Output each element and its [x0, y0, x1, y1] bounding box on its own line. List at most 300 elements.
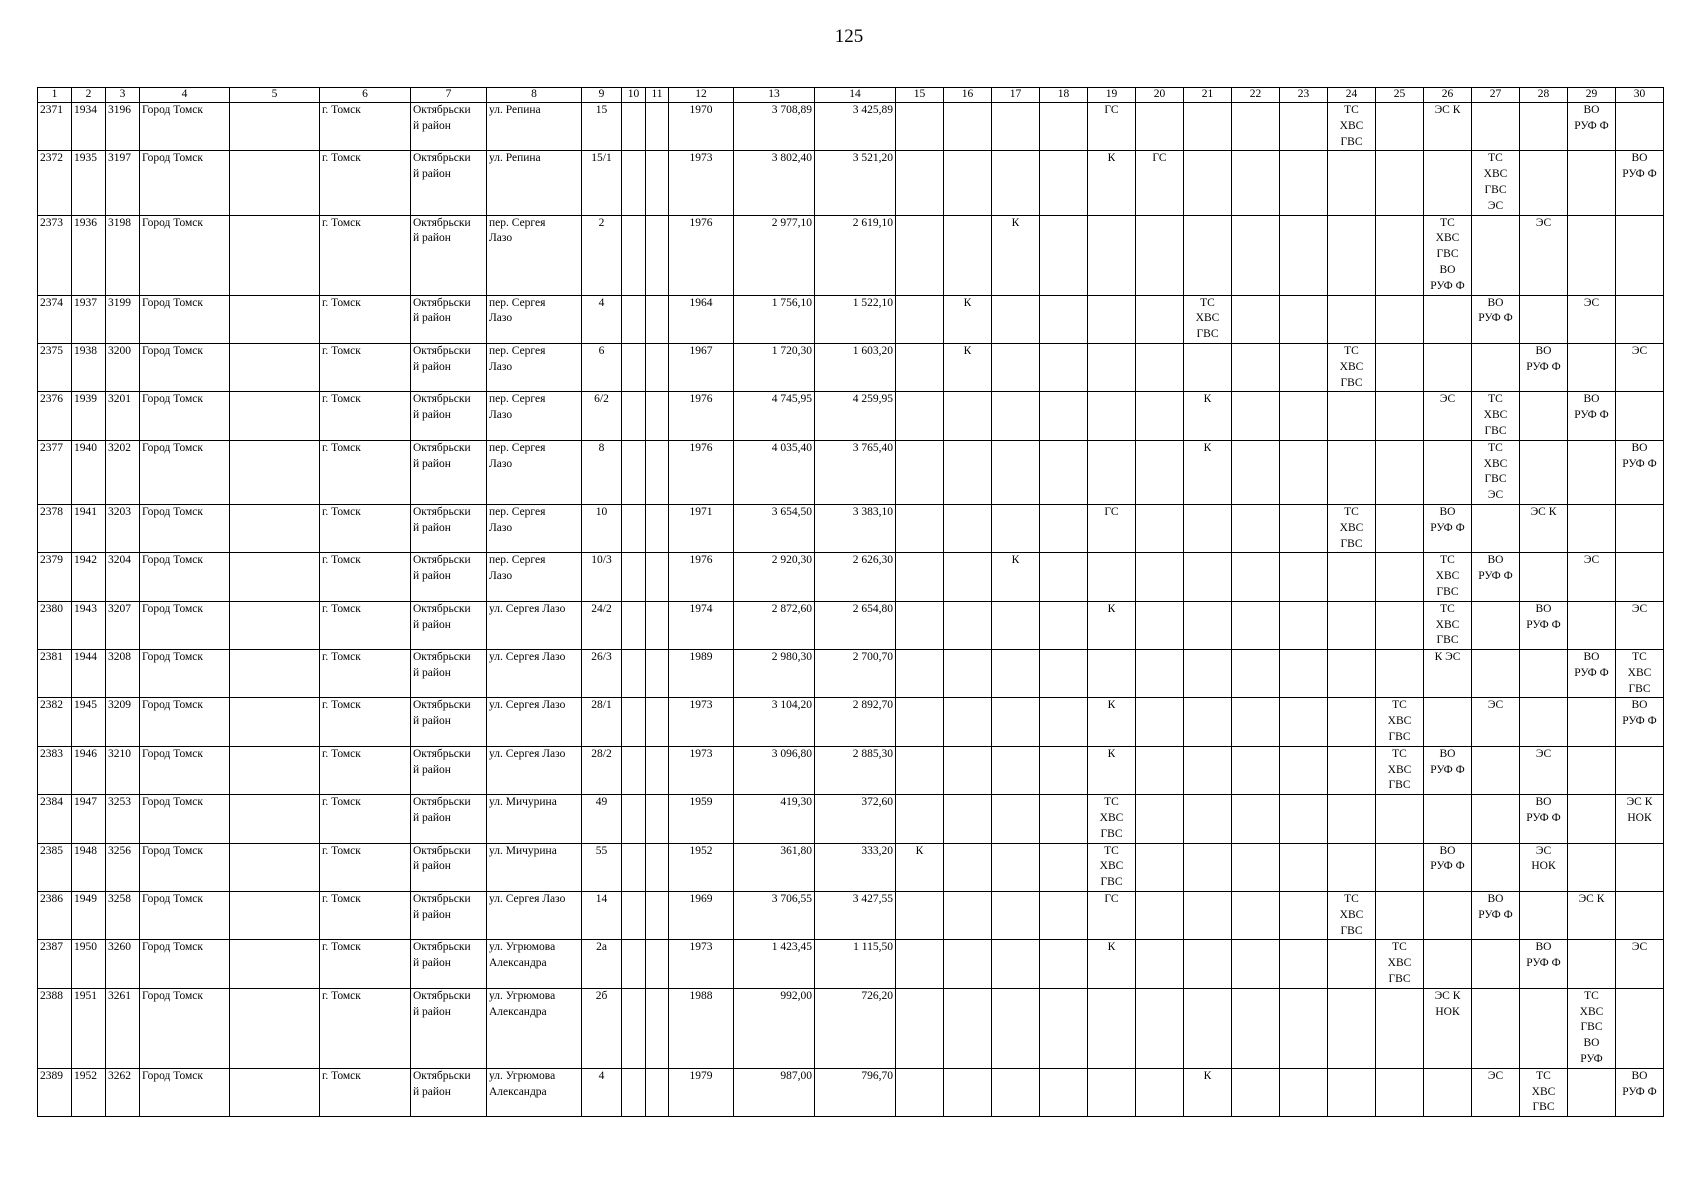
- cell-col-25: [1376, 392, 1424, 440]
- cell-col-3: [106, 988, 140, 1068]
- cell-col-18: [1040, 892, 1088, 940]
- cell-text: 2382: [40, 699, 63, 712]
- cell-col-29: [1568, 988, 1616, 1068]
- cell-text: 2379: [40, 554, 63, 567]
- cell-col-5: [230, 601, 320, 649]
- cell-text: ТС ХВС ГВС: [1195, 296, 1220, 341]
- cell-text: 28/2: [591, 747, 612, 760]
- cell-text: Город Томск: [142, 296, 203, 309]
- cell-text: ТС ХВС ГВС: [1627, 651, 1652, 695]
- cell-col-9: [582, 151, 622, 215]
- cell-col-1: [38, 988, 72, 1068]
- cell-col-17: [992, 698, 1040, 746]
- cell-text: ВО РУФ Ф: [1574, 104, 1609, 132]
- cell-col-7: [411, 440, 487, 504]
- cell-text: 2 980,30: [771, 651, 812, 664]
- cell-col-27: [1472, 746, 1520, 794]
- cell-col-24: [1328, 795, 1376, 843]
- cell-text: 3256: [108, 844, 131, 857]
- cell-text: 1969: [689, 893, 713, 906]
- cell-col-22: [1232, 843, 1280, 891]
- cell-col-27: [1472, 988, 1520, 1068]
- cell-col-27: [1472, 601, 1520, 649]
- cell-text: ТС ХВС ГВС: [1387, 941, 1412, 986]
- cell-text: К: [1203, 393, 1212, 406]
- cell-text: ТС ХВС ГВС: [1339, 104, 1364, 148]
- cell-text: 1 603,20: [852, 344, 893, 357]
- cell-col-22: [1232, 650, 1280, 698]
- cell-col-15: [896, 795, 944, 843]
- cell-col-30: [1616, 295, 1664, 343]
- cell-text: 3196: [108, 104, 131, 116]
- cell-col-15: [896, 601, 944, 649]
- cell-text: г. Томск: [322, 989, 361, 1002]
- cell-text: 419,30: [780, 796, 812, 809]
- cell-col-25: [1376, 795, 1424, 843]
- cell-text: 10/3: [591, 554, 612, 567]
- cell-col-13: [734, 843, 815, 891]
- cell-col-13: [734, 103, 815, 151]
- cell-col-26: [1424, 892, 1472, 940]
- table-row: [38, 1068, 1664, 1116]
- cell-col-23: [1280, 343, 1328, 391]
- cell-col-16: [944, 343, 992, 391]
- cell-col-12: [669, 392, 734, 440]
- cell-col-16: [944, 440, 992, 504]
- cell-text: 15: [595, 104, 608, 116]
- table-row: [38, 392, 1664, 440]
- column-header-21: 21: [1184, 88, 1232, 103]
- cell-col-26: [1424, 1068, 1472, 1116]
- cell-col-14: [815, 151, 896, 215]
- cell-col-27: [1472, 295, 1520, 343]
- cell-col-29: [1568, 392, 1616, 440]
- cell-col-18: [1040, 215, 1088, 295]
- cell-col-21: [1184, 103, 1232, 151]
- cell-text: К: [1107, 747, 1116, 760]
- cell-text: пер. Сергея Лазо: [489, 505, 546, 534]
- cell-text: Октябрьски й район: [413, 893, 471, 921]
- cell-col-9: [582, 392, 622, 440]
- cell-text: Город Томск: [142, 344, 203, 357]
- cell-col-11: [646, 698, 669, 746]
- cell-text: К: [915, 844, 924, 857]
- cell-col-12: [669, 843, 734, 891]
- cell-text: 1967: [689, 344, 713, 357]
- cell-col-28: [1520, 504, 1568, 552]
- cell-col-17: [992, 892, 1040, 940]
- cell-text: ЭС: [1631, 941, 1648, 954]
- cell-col-26: [1424, 988, 1472, 1068]
- cell-col-10: [622, 103, 646, 151]
- cell-text: ул. Мичурина: [489, 844, 557, 857]
- cell-col-23: [1280, 103, 1328, 151]
- cell-text: 2а: [596, 941, 607, 954]
- cell-col-27: [1472, 843, 1520, 891]
- cell-text: 1943: [74, 602, 97, 615]
- cell-col-20: [1136, 392, 1184, 440]
- cell-text: Город Томск: [142, 1069, 203, 1082]
- cell-col-25: [1376, 892, 1424, 940]
- cell-col-20: [1136, 1068, 1184, 1116]
- cell-text: 372,60: [861, 796, 893, 809]
- cell-col-19: [1088, 650, 1136, 698]
- cell-text: 3 096,80: [771, 747, 812, 760]
- cell-col-28: [1520, 215, 1568, 295]
- cell-text: 4 745,95: [771, 393, 812, 406]
- cell-col-10: [622, 892, 646, 940]
- cell-col-3: [106, 392, 140, 440]
- cell-text: Город Томск: [142, 104, 203, 116]
- column-header-19: 19: [1088, 88, 1136, 103]
- cell-text: 4 259,95: [852, 393, 893, 406]
- table-row: [38, 440, 1664, 504]
- cell-col-20: [1136, 553, 1184, 601]
- cell-text: 2380: [40, 602, 63, 615]
- cell-col-5: [230, 103, 320, 151]
- column-header-25: 25: [1376, 88, 1424, 103]
- cell-text: ГС: [1104, 505, 1119, 518]
- cell-col-10: [622, 295, 646, 343]
- cell-col-29: [1568, 698, 1616, 746]
- cell-text: 2 626,30: [852, 554, 893, 567]
- cell-text: 2: [598, 216, 605, 229]
- cell-col-30: [1616, 440, 1664, 504]
- cell-text: ул. Сергея Лазо: [489, 602, 566, 615]
- cell-text: К: [1107, 941, 1116, 954]
- cell-col-17: [992, 392, 1040, 440]
- cell-text: ВО РУФ Ф: [1430, 505, 1465, 534]
- cell-col-25: [1376, 103, 1424, 151]
- cell-col-4: [140, 746, 230, 794]
- cell-text: Октябрьски й район: [413, 104, 471, 132]
- cell-col-23: [1280, 392, 1328, 440]
- cell-col-13: [734, 553, 815, 601]
- cell-col-5: [230, 151, 320, 215]
- cell-col-14: [815, 795, 896, 843]
- cell-col-17: [992, 988, 1040, 1068]
- table-row: [38, 988, 1664, 1068]
- cell-text: 1940: [74, 441, 97, 454]
- cell-text: 4: [598, 296, 605, 309]
- cell-col-12: [669, 892, 734, 940]
- cell-col-30: [1616, 601, 1664, 649]
- cell-text: 2 700,70: [852, 651, 893, 664]
- cell-col-4: [140, 940, 230, 988]
- cell-col-13: [734, 601, 815, 649]
- column-header-8: 8: [487, 88, 582, 103]
- cell-text: ЭС К: [1530, 505, 1557, 518]
- cell-col-14: [815, 698, 896, 746]
- cell-col-4: [140, 343, 230, 391]
- cell-text: Октябрьски й район: [413, 941, 471, 970]
- cell-col-3: [106, 892, 140, 940]
- cell-col-28: [1520, 343, 1568, 391]
- cell-col-7: [411, 151, 487, 215]
- cell-text: Город Томск: [142, 152, 203, 165]
- cell-col-1: [38, 343, 72, 391]
- cell-col-11: [646, 504, 669, 552]
- cell-col-1: [38, 440, 72, 504]
- cell-col-24: [1328, 343, 1376, 391]
- cell-text: 3260: [108, 941, 131, 954]
- cell-col-10: [622, 940, 646, 988]
- cell-col-9: [582, 892, 622, 940]
- cell-col-4: [140, 843, 230, 891]
- cell-col-11: [646, 553, 669, 601]
- cell-col-16: [944, 553, 992, 601]
- cell-col-1: [38, 843, 72, 891]
- cell-col-6: [320, 504, 411, 552]
- cell-col-7: [411, 553, 487, 601]
- cell-text: 15/1: [591, 152, 612, 165]
- cell-col-22: [1232, 215, 1280, 295]
- cell-col-19: [1088, 892, 1136, 940]
- cell-col-10: [622, 601, 646, 649]
- cell-col-16: [944, 988, 992, 1068]
- cell-text: 2381: [40, 651, 63, 664]
- cell-col-28: [1520, 392, 1568, 440]
- cell-col-4: [140, 698, 230, 746]
- cell-col-21: [1184, 843, 1232, 891]
- cell-col-8: [487, 892, 582, 940]
- cell-text: ВО РУФ Ф: [1478, 554, 1513, 583]
- cell-col-27: [1472, 650, 1520, 698]
- cell-text: 2387: [40, 941, 63, 954]
- cell-col-5: [230, 440, 320, 504]
- cell-text: Октябрьски й район: [413, 441, 471, 470]
- cell-col-16: [944, 215, 992, 295]
- cell-col-22: [1232, 343, 1280, 391]
- cell-text: 1973: [689, 152, 713, 165]
- cell-col-30: [1616, 892, 1664, 940]
- cell-col-7: [411, 215, 487, 295]
- cell-text: К: [1203, 441, 1212, 454]
- cell-col-29: [1568, 440, 1616, 504]
- cell-col-24: [1328, 843, 1376, 891]
- cell-col-24: [1328, 151, 1376, 215]
- cell-col-24: [1328, 504, 1376, 552]
- cell-col-22: [1232, 392, 1280, 440]
- cell-col-12: [669, 650, 734, 698]
- cell-col-22: [1232, 1068, 1280, 1116]
- cell-col-4: [140, 295, 230, 343]
- cell-text: 1976: [689, 441, 713, 454]
- cell-text: 2377: [40, 441, 63, 454]
- cell-col-28: [1520, 601, 1568, 649]
- cell-col-21: [1184, 392, 1232, 440]
- cell-col-6: [320, 553, 411, 601]
- cell-text: ВО РУФ Ф: [1430, 747, 1465, 776]
- cell-text: Октябрьски й район: [413, 602, 471, 631]
- cell-col-19: [1088, 295, 1136, 343]
- cell-col-14: [815, 343, 896, 391]
- cell-text: 2376: [40, 393, 63, 406]
- cell-col-15: [896, 343, 944, 391]
- cell-col-26: [1424, 151, 1472, 215]
- cell-text: ТС ХВС ГВС ЭС: [1483, 441, 1508, 502]
- cell-text: Город Томск: [142, 216, 203, 229]
- cell-col-18: [1040, 343, 1088, 391]
- cell-col-24: [1328, 553, 1376, 601]
- cell-text: ЭС: [1583, 296, 1600, 309]
- cell-col-4: [140, 892, 230, 940]
- cell-col-8: [487, 795, 582, 843]
- cell-text: 3 765,40: [852, 441, 893, 454]
- cell-col-26: [1424, 553, 1472, 601]
- cell-col-19: [1088, 746, 1136, 794]
- cell-col-4: [140, 650, 230, 698]
- cell-text: ЭС: [1535, 747, 1552, 760]
- cell-col-21: [1184, 650, 1232, 698]
- cell-col-11: [646, 795, 669, 843]
- cell-text: 2 885,30: [852, 747, 893, 760]
- header-row: [38, 88, 1664, 103]
- cell-col-8: [487, 988, 582, 1068]
- cell-col-16: [944, 103, 992, 151]
- cell-text: г. Томск: [322, 796, 361, 809]
- cell-text: 361,80: [780, 844, 812, 857]
- cell-text: пер. Сергея Лазо: [489, 554, 546, 583]
- cell-col-21: [1184, 988, 1232, 1068]
- cell-col-4: [140, 553, 230, 601]
- table-row: [38, 601, 1664, 649]
- cell-text: 726,20: [861, 989, 893, 1002]
- cell-col-15: [896, 392, 944, 440]
- cell-text: 3253: [108, 796, 131, 809]
- cell-col-3: [106, 650, 140, 698]
- cell-col-20: [1136, 843, 1184, 891]
- cell-col-11: [646, 601, 669, 649]
- cell-text: 1937: [74, 296, 97, 309]
- cell-col-16: [944, 650, 992, 698]
- cell-col-28: [1520, 295, 1568, 343]
- cell-col-21: [1184, 746, 1232, 794]
- cell-col-4: [140, 151, 230, 215]
- cell-col-20: [1136, 601, 1184, 649]
- cell-col-7: [411, 601, 487, 649]
- cell-col-8: [487, 295, 582, 343]
- cell-col-12: [669, 295, 734, 343]
- column-header-28: 28: [1520, 88, 1568, 103]
- cell-col-23: [1280, 698, 1328, 746]
- cell-col-1: [38, 746, 72, 794]
- cell-text: 1949: [74, 893, 97, 906]
- cell-text: ул. Угрюмова Александра: [489, 1069, 556, 1098]
- cell-col-13: [734, 940, 815, 988]
- cell-col-23: [1280, 650, 1328, 698]
- cell-col-8: [487, 215, 582, 295]
- cell-col-13: [734, 295, 815, 343]
- cell-col-30: [1616, 504, 1664, 552]
- cell-text: 2374: [40, 296, 63, 309]
- cell-col-1: [38, 103, 72, 151]
- cell-col-4: [140, 215, 230, 295]
- cell-col-10: [622, 795, 646, 843]
- cell-col-30: [1616, 1068, 1664, 1116]
- cell-text: Октябрьски й район: [413, 505, 471, 534]
- cell-text: ВО РУФ Ф: [1526, 344, 1561, 373]
- cell-text: 2386: [40, 893, 63, 906]
- cell-col-19: [1088, 940, 1136, 988]
- cell-col-26: [1424, 795, 1472, 843]
- cell-col-11: [646, 746, 669, 794]
- cell-text: 1976: [689, 216, 713, 229]
- cell-text: 1988: [689, 989, 713, 1002]
- cell-text: Октябрьски й район: [413, 651, 471, 679]
- cell-col-12: [669, 103, 734, 151]
- cell-text: Город Томск: [142, 989, 203, 1002]
- column-header-3: 3: [106, 88, 140, 103]
- cell-col-12: [669, 746, 734, 794]
- cell-col-3: [106, 1068, 140, 1116]
- cell-col-9: [582, 795, 622, 843]
- cell-col-14: [815, 103, 896, 151]
- cell-text: ЭС: [1631, 602, 1648, 615]
- cell-text: 2372: [40, 152, 63, 165]
- cell-text: 4 035,40: [771, 441, 812, 454]
- cell-text: г. Томск: [322, 651, 361, 664]
- cell-col-19: [1088, 988, 1136, 1068]
- cell-col-4: [140, 103, 230, 151]
- cell-col-9: [582, 601, 622, 649]
- cell-text: 333,20: [861, 844, 893, 857]
- cell-text: ТС ХВС ГВС: [1531, 1069, 1556, 1114]
- cell-col-6: [320, 103, 411, 151]
- cell-col-4: [140, 440, 230, 504]
- cell-col-22: [1232, 504, 1280, 552]
- cell-col-8: [487, 343, 582, 391]
- cell-text: Октябрьски й район: [413, 699, 471, 728]
- cell-col-16: [944, 746, 992, 794]
- cell-col-30: [1616, 343, 1664, 391]
- cell-col-13: [734, 504, 815, 552]
- cell-text: 2378: [40, 505, 63, 518]
- cell-col-13: [734, 215, 815, 295]
- cell-col-8: [487, 843, 582, 891]
- table-row: [38, 504, 1664, 552]
- cell-col-11: [646, 151, 669, 215]
- cell-col-15: [896, 151, 944, 215]
- cell-col-6: [320, 295, 411, 343]
- cell-col-1: [38, 215, 72, 295]
- cell-col-15: [896, 650, 944, 698]
- cell-col-30: [1616, 151, 1664, 215]
- cell-col-29: [1568, 504, 1616, 552]
- cell-col-12: [669, 601, 734, 649]
- cell-col-20: [1136, 795, 1184, 843]
- cell-text: ГС: [1104, 104, 1119, 116]
- cell-text: г. Томск: [322, 602, 361, 615]
- cell-col-24: [1328, 1068, 1376, 1116]
- cell-col-14: [815, 650, 896, 698]
- cell-col-26: [1424, 103, 1472, 151]
- cell-col-12: [669, 940, 734, 988]
- register-table: [37, 87, 1664, 1117]
- column-header-14: 14: [815, 88, 896, 103]
- cell-col-28: [1520, 698, 1568, 746]
- cell-text: 796,70: [861, 1069, 893, 1082]
- cell-col-10: [622, 843, 646, 891]
- cell-col-18: [1040, 940, 1088, 988]
- cell-col-12: [669, 343, 734, 391]
- cell-col-4: [140, 601, 230, 649]
- cell-col-20: [1136, 440, 1184, 504]
- cell-text: ВО РУФ Ф: [1574, 393, 1609, 422]
- cell-text: 1939: [74, 393, 97, 406]
- cell-col-18: [1040, 601, 1088, 649]
- cell-text: 2388: [40, 989, 63, 1002]
